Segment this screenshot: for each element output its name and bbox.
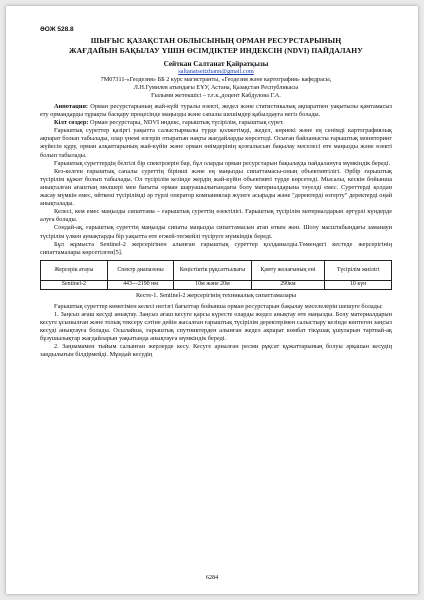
body-paragraph: Ғарыштық суреттер көмегімен келесі негізгі бағыттар бойынша орман ресурстарын бақылау мәселелерін шешуге болады: <box>54 302 383 310</box>
keywords-text: Орман ресурстары, NDVI индекс, ғарыштық түсірілім, ғарыштық сурет. <box>88 119 284 127</box>
abstract-text: Орман ресурстарының жай-күйі туралы өзекті, жедел және статистикалық ақпаратпен уақытылы қамтамасыз ету ормандарды тұрақты басқару процесінде маңызды және сапалы шешімдер қабылдауға негіз болады. <box>40 103 392 119</box>
abstract <box>40 103 392 119</box>
satellite-spec-table <box>40 260 392 290</box>
table-cell: Sentinel-2 <box>41 280 108 289</box>
abstract-label: Аннотация: <box>54 103 88 110</box>
author-email-link[interactable]: saltanatseitzhann@gmail.com <box>178 68 254 75</box>
body-paragraph: Сондай-ақ, ғарыштық суреттің маңызды сипаты маңызды сипаттамасын атап өткен жөн. Шолу масштабындағы заманауи түсірілім үлкен аумақтарды бір уақытта өте егжей-тегжейлі түсіруге мүмкіндік береді. <box>40 224 392 240</box>
udc-code: ӘОЖ 528.8 <box>40 26 74 33</box>
body-paragraph: Кез-келген ғарыштық сапалы суреттің бірінші және ең маңызды сипаттамасы-оның объективтілігі. Әрбір ғарыштық түсірілім құжат болып табылады. Ол түсірілім кезінде жердің жай-күйін объективті түрде көрсетеді. Мысалы, кескін бойынша анықталған ағаштың мөлшері мен бағыты орман шаруашылығындағы болу материалдарына тәуелді емес. Суреттерді қолдан жасау мүмкін емес, өйткені түсірілімді әр түрлі оператор компаниялар жүзеге асырады және "деректерді өзгерту" деректерді оңай анықталады. <box>40 167 392 208</box>
table-caption: Кесте-1. Sentinel-2 жерсерігінің техникалық сипаттамалары <box>135 291 297 299</box>
table-cell: 10м және 20м <box>174 280 251 289</box>
table-cell: 290км <box>251 280 325 289</box>
keywords <box>40 119 392 127</box>
body-paragraph: Келесі, кем емес маңызды сипаттама – ғарыштық суреттің өзектілігі. Ғарыштық түсірілім материалдарын әртүрлі күндерде алуға болады. <box>40 208 392 224</box>
author-name: Сейткан Салтанат Қайратқызы <box>163 60 269 68</box>
table-cell: 10 күн <box>325 280 392 289</box>
body-paragraph: Ғарыштық суреттер қазіргі уақытта салыстырмалы түрде қолжетімді, жедел, көрнекі және ең сенімді картографиялық ақпарат болып табылады, олар үнемі өзгеріп отыратын нақты жағдайларды көрсетеді. Осыған байланысты ғарыштық мониторинг жүйесін құру, орман алқаптарының жай-күйін және орман өнімдерінің қозғалысын бақылау мәселесі өте маңызды және өзекті болып табылады. <box>40 127 392 159</box>
table-header-cell: Кеңістіктік рұқсаттылығы <box>174 260 251 280</box>
table-cell: 443—2190 нм <box>107 280 174 289</box>
body-paragraph: Ғарыштық суреттердің белгілі бір спектрлерін бар, бұл оларды орман ресурстарын бақылауда пайдалануға мүмкіндік береді. <box>54 159 391 167</box>
body-paragraph: 2. Заңнамамен тыйым салынған жерлерде кесу. Кесуге арналған ресми рұқсат құжаттарының болуы әрқашан кесудің заңдылығын білдірмейді. Мұндай кесудің <box>40 343 392 359</box>
affiliation-line: Ғылыми жетекшісі – т.ғ.к.,доцент Кабдулова Г.А. <box>151 92 281 99</box>
body-paragraph: 1. Заңсыз ағаш кесуді анықтау. Заңсыз ағаш кесуге қарсы күресте оларды жедел анықтау өте маңызды. Болу материалдарын кесуге ұсынылған және толық тексеру сәтіне дейін жасалған ғарыштық түсірілім деректерімен салыстыру кезінде көптеген заңсыз кесуді анықтауға болады. Осылайша, ғарыштық спутниктерден алынған жедел ақпарат көмбат тікұшақ ұшуларын тартпай-ақ бұзушылықтар жағдайларын уақытында анықтауға мүмкіндік береді. <box>40 310 392 343</box>
page-content <box>40 26 392 359</box>
title-line: ЖАҒДАЙЫН БАҚЫЛАУ ҮШІН ӨСІМДІКТЕР ИНДЕКСІН (NDVI) ПАЙДАЛАНУ <box>69 45 363 55</box>
body-paragraph: Бұл жұмыста Sentinel-2 жерсерігінен алынған ғарыштық суреттер қолданылды.Төмендегі кестеде жерсерігінің сипаттамалары көрсетілген[5]. <box>40 240 392 256</box>
table-header-cell: Спектр диапазоны <box>107 260 174 280</box>
table-header-row <box>41 260 392 280</box>
paper-title <box>40 36 392 55</box>
table-row <box>41 280 392 289</box>
table-header-cell: Жерсерік атауы <box>41 260 108 280</box>
affiliation-line: Л.Н.Гумилев атындағы ЕҰУ, Астана, Қазақстан Республикасы <box>133 84 299 91</box>
title-line: ШЫҒЫС ҚАЗАҚСТАН ОБЛЫСЫНЫҢ ОРМАН РЕСУРСТАРЫНЫҢ <box>90 36 342 45</box>
table-header-cell: Түсірілім жиілігі <box>325 260 392 280</box>
author-affiliation <box>40 76 392 100</box>
table-header-cell: Қамту жолағының ені <box>251 260 325 280</box>
affiliation-line: 7M07311-«Геодезия» ББ 2 курс магистранты, «Геодезия және картография» кафедрасы, <box>100 76 332 83</box>
page-number: 6284 <box>205 574 219 581</box>
keywords-label: Кілт сөздер: <box>54 119 89 127</box>
document-page <box>6 6 418 594</box>
